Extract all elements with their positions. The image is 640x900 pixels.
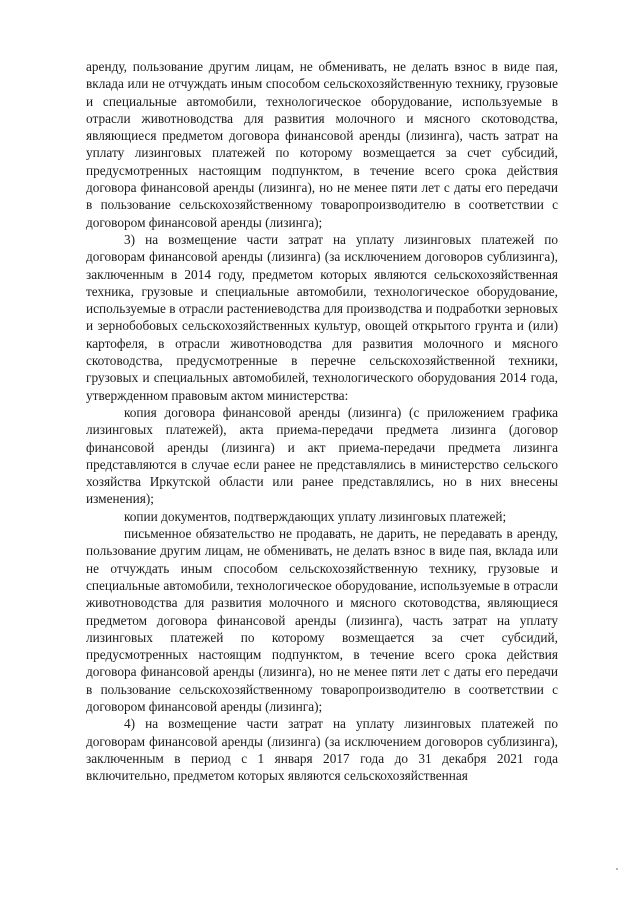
paragraph-payment-documents: копии документов, подтверждающих уплату лизинговых платежей;: [124, 508, 507, 524]
paragraph-written-obligation: письменное обязательство не продавать, не дарить, не передавать в аренду, пользование другим лицам, не обменивать, не делать взнос в виде пая, вклада или не отчуждать иным способом сельскохозяйственную технику, грузовые и специальные автомобили, технологическое оборудование, используемые в отрасли животноводства для развития молочного и мясного скотоводства, являющиеся предметом договора финансовой аренды (лизинга), часть затрат на уплату лизинговых платежей по которому возмещается за счет субсидий, предусмотренных настоящим подпунктом, в течение всего срока действия договора финансовой аренды (лизинга), но не менее пяти лет с даты его передачи в пользование сельскохозяйственному товаропроизводителю в соответствии с договором финансовой аренды (лизинга);: [86, 526, 558, 714]
paragraph-item-4: 4) на возмещение части затрат на уплату лизинговых платежей по договорам финансовой аренды (лизинга) (за исключением договоров сублизинга), заключенным в период с 1 января 2017 года до 31 декабря 2021 года включительно, предметом которых являются сельскохозяйственная: [86, 716, 558, 784]
paragraph-item-3: 3) на возмещение части затрат на уплату лизинговых платежей по договорам финансовой аренды (лизинга) (за исключением договоров сублизинга), заключенным в 2014 году, предметом которых являются сельскохозяйственная техника, грузовые и специальные автомобили, технологическое оборудование, используемые в отрасли растениеводства для производства и подработки зерновых и зернобобовых сельскохозяйственных культур, овощей открытого грунта и (или) картофеля, в отрасли животноводства для развития молочного и мясного скотоводства, предусмотренные в перечне сельскохозяйственной техники, грузовых и специальных автомобилей, технологического оборудования 2014 года, утвержденном правовым актом министерства:: [86, 231, 558, 403]
paragraph-leasing-contract-copy: копия договора финансовой аренды (лизинга) (с приложением графика лизинговых платежей), акта приема-передачи предмета лизинга (договор финансовой аренды (лизинга) и акт приема-передачи предмета лизинга представляются в случае если ранее не представлялись в министерство сельского хозяйства Иркутской области или ранее представлялись, но в них внесены изменения);: [86, 404, 558, 507]
scan-speck: [616, 868, 618, 870]
paragraph-continuation: аренду, пользование другим лицам, не обменивать, не делать взнос в виде пая, вклада или не отчуждать иным способом сельскохозяйственную технику, грузовые и специальные автомобили, технологическое оборудование, используемые в отрасли животноводства для развития молочного и мясного скотоводства, являющиеся предметом договора финансовой аренды (лизинга), часть затрат на уплату лизинговых платежей по которому возмещается за счет субсидий, предусмотренных настоящим подпунктом, в течение всего срока действия договора финансовой аренды (лизинга), но не менее пяти лет с даты его передачи в пользование сельскохозяйственному товаропроизводителю в соответствии с договором финансовой аренды (лизинга);: [86, 59, 558, 230]
document-body: [86, 58, 558, 784]
